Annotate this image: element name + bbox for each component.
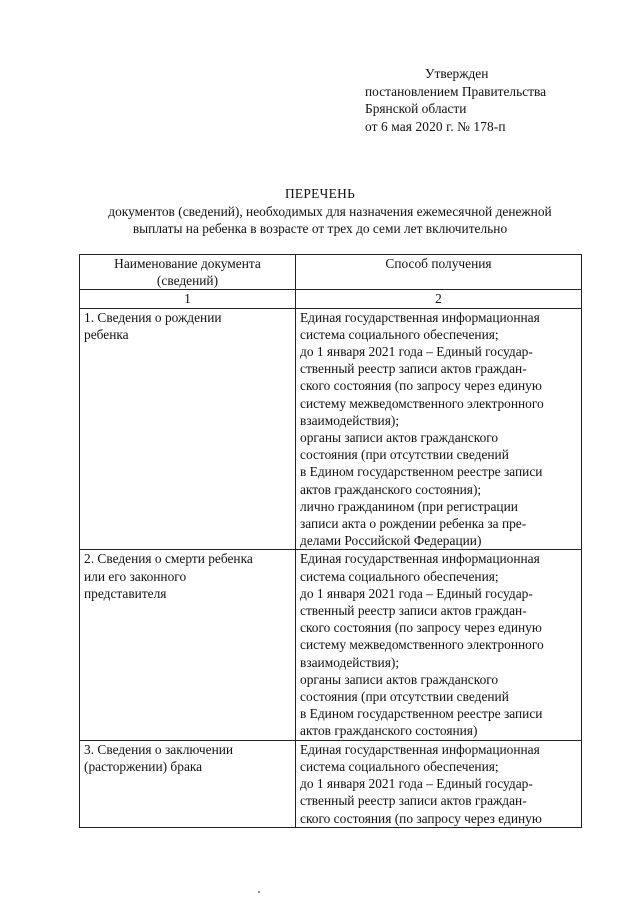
method-line: ственный реестр записи актов граждан-: [300, 793, 527, 809]
approval-stamp: [365, 65, 546, 135]
column-numbers-row: [80, 290, 582, 308]
header-method: Способ получения: [296, 255, 582, 290]
method-line: система социального обеспечения;: [300, 568, 499, 584]
table-header-row: [80, 255, 582, 290]
approval-line: постановлением Правительства: [365, 83, 547, 99]
method-line: актов гражданского состояния): [300, 723, 478, 739]
column-number: 1: [80, 290, 296, 308]
document-name-line: 3. Сведения о заключении: [84, 741, 234, 757]
method-cell: [296, 308, 582, 550]
document-name-line: ребенка: [84, 326, 129, 342]
method-line: Единая государственная информационная: [300, 309, 540, 325]
approval-line: Утвержден: [425, 66, 489, 81]
method-line: до 1 января 2021 года – Единый государ-: [300, 585, 533, 601]
method-line: состояния (при отсутствии сведений: [300, 689, 509, 705]
method-cell: [296, 550, 582, 740]
column-number: 2: [296, 290, 582, 308]
method-line: записи акта о рождении ребенка за пре-: [300, 516, 527, 532]
document-title: [0, 185, 640, 238]
method-line: ского состояния (по запросу через единую: [300, 378, 542, 394]
method-line: в Едином государственном реестре записи: [300, 464, 543, 480]
method-line: ственный реестр записи актов граждан-: [300, 603, 527, 619]
document-name-cell: [80, 740, 296, 827]
method-line: система социального обеспечения;: [300, 758, 499, 774]
title-line: документов (сведений), необходимых для назначения ежемесячной денежной: [108, 203, 552, 219]
approval-line: от 6 мая 2020 г. № 178-п: [365, 118, 506, 134]
header-document-name: Наименование документа (сведений): [80, 255, 296, 290]
documents-table: [79, 254, 582, 828]
document-name-line: или его законного: [84, 568, 187, 584]
title-heading: ПЕРЕЧЕНЬ: [284, 186, 356, 201]
method-line: актов гражданского состояния);: [300, 481, 482, 497]
method-cell: [296, 740, 582, 827]
method-line: ского состояния (по запросу через единую: [300, 620, 542, 636]
method-line: Единая государственная информационная: [300, 551, 540, 567]
table-row: [80, 550, 582, 740]
document-name-cell: [80, 308, 296, 550]
document-name-line: представителя: [84, 585, 167, 601]
title-line: выплаты на ребенка в возрасте от трех до семи лет включительно: [132, 221, 508, 236]
document-name-line: 2. Сведения о смерти ребенка: [84, 551, 253, 567]
method-line: делами Российской Федерации): [300, 533, 482, 549]
method-line: систему межведомственного электронного: [300, 395, 544, 411]
method-line: ственный реестр записи актов граждан-: [300, 361, 527, 377]
method-line: состояния (при отсутствии сведений: [300, 447, 509, 463]
table-row: [80, 308, 582, 550]
method-line: органы записи актов гражданского: [300, 671, 499, 687]
document-name-line: 1. Сведения о рождении: [84, 309, 222, 325]
method-line: взаимодействия);: [300, 412, 400, 428]
method-line: до 1 января 2021 года – Единый государ-: [300, 344, 533, 360]
method-line: Единая государственная информационная: [300, 741, 540, 757]
approval-line: Брянской области: [365, 101, 467, 116]
method-line: в Едином государственном реестре записи: [300, 706, 543, 722]
method-line: до 1 января 2021 года – Единый государ-: [300, 776, 533, 792]
method-line: система социального обеспечения;: [300, 326, 499, 342]
method-line: систему межведомственного электронного: [300, 637, 544, 653]
document-name-cell: [80, 550, 296, 740]
scan-speck: [258, 891, 260, 893]
method-line: ского состояния (по запросу через единую: [300, 810, 542, 826]
method-line: взаимодействия);: [300, 654, 400, 670]
table-row: [80, 740, 582, 827]
method-line: лично гражданином (при регистрации: [300, 498, 518, 514]
method-line: органы записи актов гражданского: [300, 430, 499, 446]
document-name-line: (расторжении) брака: [84, 758, 203, 774]
